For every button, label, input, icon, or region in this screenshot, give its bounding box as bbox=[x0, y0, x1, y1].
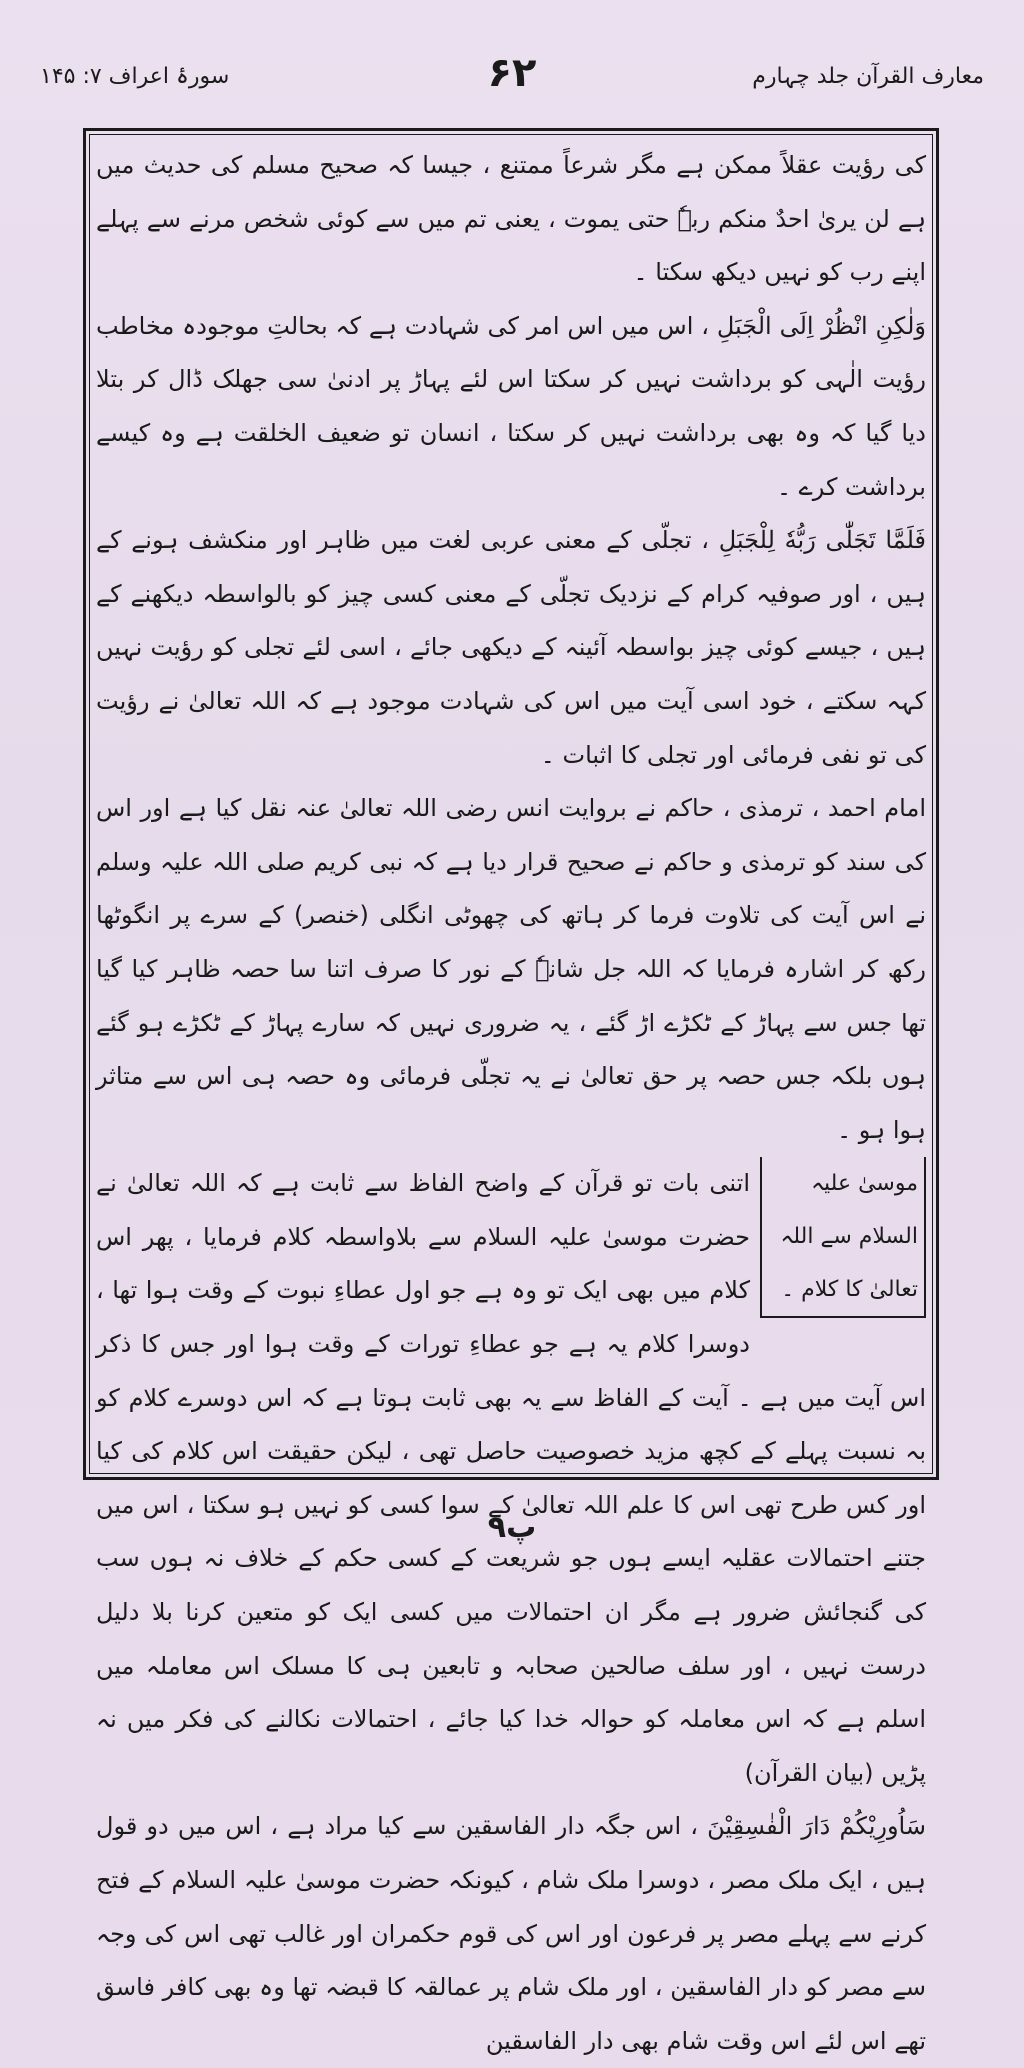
paragraph bbox=[96, 782, 926, 1157]
surah-reference: سورۂ اعراف ۷: ۱۴۵ bbox=[40, 64, 230, 89]
paragraph bbox=[96, 514, 926, 782]
paragraph bbox=[96, 300, 926, 514]
paragraph-text: کی رؤیت عقلاً ممکن ہے مگر شرعاً ممتنع ، جیسا کہ صحیح مسلم کی حدیث میں ہے لن یریٰ احدٌ منکم ربہٗ حتی یموت ، یعنی تم میں سے کوئی شخص مرنے سے پہلے اپنے رب کو نہیں دیکھ سکتا ۔ bbox=[96, 151, 926, 287]
paragraph-text: امام احمد ، ترمذی ، حاکم نے بروایت انس رضی اللہ تعالیٰ عنہ نقل کیا ہے اور اس کی سند کو ترمذی و حاکم نے صحیح قرار دیا ہے کہ نبی کریم صلی اللہ علیہ وسلم نے اس آیت کی تلاوت فرما کر ہاتھ کی چھوٹی انگلی (خنصر) کے سرے پر انگوٹھا رکھ کر اشارہ فرمایا کہ اللہ جل شانہٗ کے نور کا صرف اتنا سا حصہ ظاہر کیا گیا تھا جس سے پہاڑ کے ٹکڑے اڑ گئے ، یہ ضروری نہیں کہ سارے پہاڑ کے ٹکڑے ہو گئے ہوں بلکہ جس حصہ پر حق تعالیٰ نے یہ تجلّی فرمائی وہ حصہ ہی اس سے متاثر ہوا ہو ۔ bbox=[96, 794, 926, 1144]
page-header bbox=[40, 50, 984, 102]
paragraph bbox=[96, 1157, 926, 1800]
body-text bbox=[96, 139, 926, 2068]
side-heading-box: موسیٰ علیہ السلام سے اللہ تعالیٰ کا کلام ۔ bbox=[760, 1157, 926, 1318]
paragraph bbox=[96, 1800, 926, 2068]
signature-mark: ۹پ bbox=[487, 1510, 537, 1545]
quranic-verse: سَاُورِيْكُمْ دَارَ الْفٰسِقِيْنَ ، bbox=[690, 1812, 926, 1841]
paragraph bbox=[96, 139, 926, 300]
paragraph-text: اس جگہ دار الفاسقین سے کیا مراد ہے ، اس میں دو قول ہیں ، ایک ملک مصر ، دوسرا ملک شام ، کیونکہ حضرت موسیٰ علیہ السلام کے فتح کرنے سے پہلے مصر پر فرعون اور اس کی قوم حکمران اور غالب تھی اس کی وجہ سے مصر کو دار الفاسقین ، اور ملک شام پر عمالقہ کا قبضہ تھا وہ بھی کافر فاسق تھے اس لئے اس وقت شام بھی دار الفاسقین bbox=[96, 1812, 926, 2055]
book-title: معارف القرآن جلد چہارم bbox=[752, 64, 984, 89]
paragraph-text: اس میں اس امر کی شہادت ہے کہ بحالتِ موجودہ مخاطب رؤیت الٰہی کو برداشت نہیں کر سکتا اس لئے پہاڑ پر ادنیٰ سی جھلک ڈال کر بتلا دیا گیا کہ وہ بھی برداشت نہیں کر سکتا ، انسان تو ضعیف الخلقت ہے وہ کیسے برداشت کرے ۔ bbox=[96, 311, 926, 501]
quranic-verse: وَلٰكِنِ انْظُرْ اِلَى الْجَبَلِ ، bbox=[701, 311, 926, 340]
paragraph-text: تجلّی کے معنی عربی لغت میں ظاہر اور منکشف ہونے کے ہیں ، اور صوفیہ کرام کے نزدیک تجلّی کے معنی کسی چیز کو بالواسطہ دیکھنے کے ہیں ، جیسے کوئی چیز بواسطہ آئینہ کے دیکھی جائے ، اسی لئے تجلی کو رؤیت نہیں کہہ سکتے ، خود اسی آیت میں اس کی شہادت موجود ہے کہ اللہ تعالیٰ نے رؤیت کی تو نفی فرمائی اور تجلی کا اثبات ۔ bbox=[96, 526, 926, 769]
paragraph-text: اتنی بات تو قرآن کے واضح الفاظ سے ثابت ہے کہ اللہ تعالیٰ نے حضرت موسیٰ علیہ السلام سے بلاواسطہ کلام فرمایا ، پھر اس کلام میں بھی ایک تو وہ ہے جو اول عطاءِ نبوت کے وقت ہوا تھا ، دوسرا کلام یہ ہے جو عطاءِ تورات کے وقت ہوا اور جس کا ذکر اس آیت میں ہے ۔ آیت کے الفاظ سے یہ بھی ثابت ہوتا ہے کہ اس دوسرے کلام کو بہ نسبت پہلے کے کچھ مزید خصوصیت حاصل تھی ، لیکن حقیقت اس کلام کی کیا اور کس طرح تھی اس کا علم اللہ تعالیٰ کے سوا کسی کو نہیں ہو سکتا ، اس میں جتنے احتمالات عقلیہ ایسے ہوں جو شریعت کے کسی حکم کے خلاف نہ ہوں سب کی گنجائش ضرور ہے مگر ان احتمالات میں کسی ایک کو متعین کرنا بلا دلیل درست نہیں ، اور سلف صالحین صحابہ و تابعین ہی کا مسلک اس معاملہ میں اسلم ہے کہ اس معاملہ کو حوالہ خدا کیا جائے ، احتمالات نکالنے کی فکر میں نہ پڑیں (بیان القرآن) bbox=[96, 1169, 926, 1787]
quranic-verse: فَلَمَّا تَجَلّٰى رَبُّهٗ لِلْجَبَلِ ، bbox=[701, 526, 926, 555]
page-number: ۶۲ bbox=[487, 50, 537, 96]
